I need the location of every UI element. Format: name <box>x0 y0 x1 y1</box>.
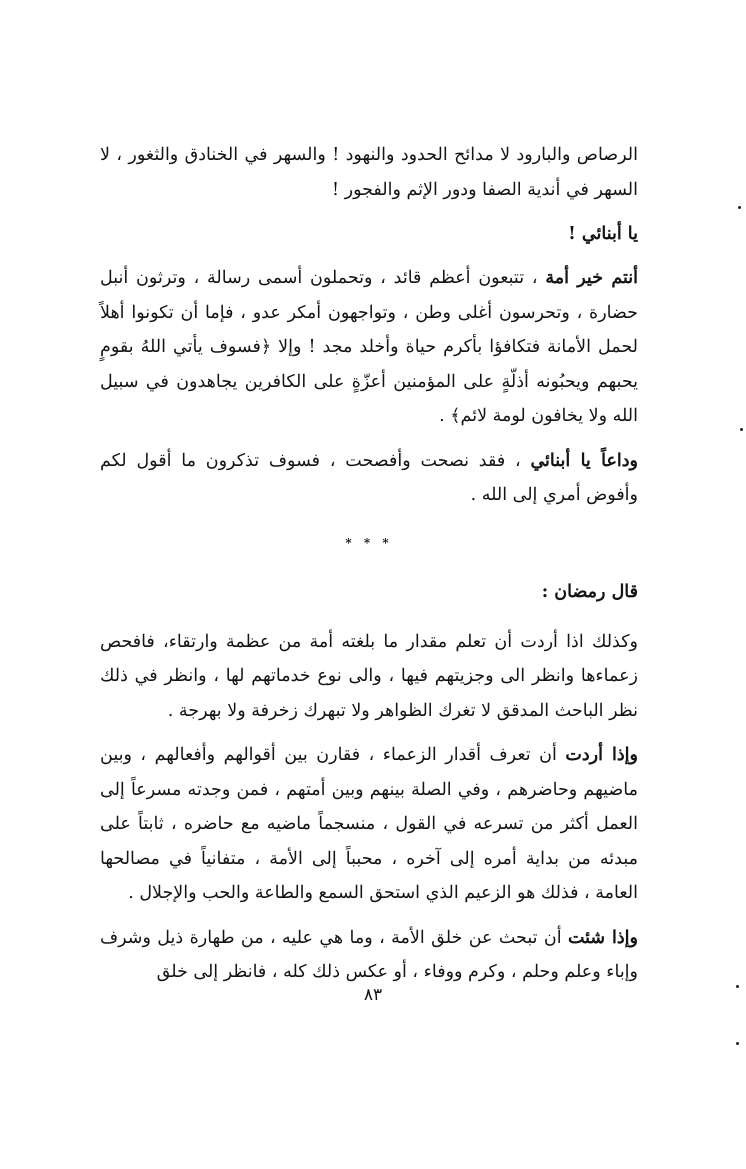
paragraph-lead: وإذا شئت <box>567 927 638 948</box>
paragraph-lead: وإذا أردت <box>565 745 638 765</box>
heading-qala-ramadan: قال رمضان : <box>541 581 638 602</box>
paragraph-wa-kadhalik <box>100 625 638 729</box>
paragraph-text: وكذلك اذا أردت أن تعلم مقدار ما بلغته أمة من عظمة وارتقاء، فافحص زعماءها وانظر الى وجزيتهم فيها ، والى نوع خدماتهم لها ، وانظر في ذلك نظر الباحث المدقق لا تغرك الظواهر ولا تبهرك زخرفة ولا بهرجة . <box>100 631 638 721</box>
paragraph-text: أن تعرف أقدار الزعماء ، فقارن بين أقوالهم وأفعالهم ، وبين ماضيهم وحاضرهم ، وفي الصلة بينهم وبين أمتهم ، فمن وجدته مسرعاً إلى العمل أكثر من تسرعه في القول ، منسجماً ماضيه مع حاضره ، ثابتاً على مبدئه من بداية أمره إلى آخره ، محبباً إلى الأمة ، متفانياً في مصالحها العامة ، فذلك هو الزعيم الذي استحق السمع والطاعة والحب والإجلال . <box>100 745 638 903</box>
paragraph-antum-khayr-umma <box>100 261 638 434</box>
page-body <box>100 138 638 990</box>
page-number: ٨٣ <box>363 985 383 1005</box>
paragraph-continuation: الرصاص والبارود لا مدائح الحدود والنهود ! والسهر في الخنادق والثغور ، لا السهر في أندية الصفا ودور الإثم والفجور ! <box>100 145 638 200</box>
paragraph-wadaan <box>100 444 638 513</box>
paragraph-wa-idha-shita <box>100 921 638 990</box>
paragraph-wa-idha-aradta <box>100 738 638 911</box>
scan-speck <box>736 985 739 988</box>
section-separator: * * * <box>345 535 393 550</box>
paragraph-text: ، تتبعون أعظم قائد ، وتحملون أسمى رسالة ، وترثون أنبل حضارة ، وتحرسون أغلى وطن ، وتواجهون أمكر عدو ، فإما أن تكونوا أهلاً لحمل الأمانة فتكافؤا بأكرم حياة وأخلد مجد ! وإلا ﴿فسوف يأتي اللهُ بقومٍ يحبهم ويحبُونه أذلّةٍ على المؤمنين أعزّةٍ على الكافرين يجاهدون في سبيل الله ولا يخافون لومة لائم﴾ . <box>100 268 638 426</box>
scan-speck <box>736 1042 739 1045</box>
scan-speck <box>740 428 743 431</box>
heading-ya-abnaee: يا أبنائي ! <box>568 224 638 244</box>
paragraph-text: أن تبحث عن خلق الأمة ، وما هي عليه ، من طهارة ذيل وشرف وإباء وعلم وحلم ، وكرم ووفاء ، أو عكس ذلك كله ، فانظر إلى خلق <box>100 927 638 982</box>
scan-speck <box>738 206 741 209</box>
paragraph-text: ، فقد نصحت وأفصحت ، فسوف تذكرون ما أقول لكم وأفوض أمري إلى الله . <box>100 450 638 505</box>
paragraph-lead: أنتم خير أمة <box>545 268 639 288</box>
paragraph-lead: وداعاً يا أبنائي <box>530 450 638 471</box>
